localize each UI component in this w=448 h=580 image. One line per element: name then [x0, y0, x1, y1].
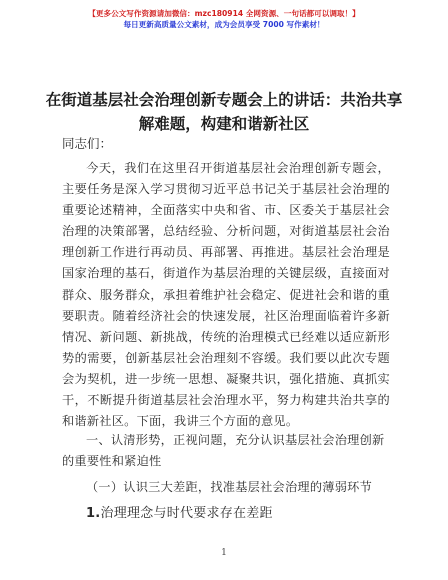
- body-paragraph-text: 今天，我们在这里召开街道基层社会治理创新专题会，主要任务是深入学习贯彻习近平总书记关于基层社会治理的重要论述精神，全面落实中央和省、市、区委关于基层社会治理的决策部署，总结经验、分析问题，对街道基层社会治理创新工作进行再动员、再部署、再推进。基层社会治理是国家治理的基石，街道作为基层治理的关键层级，直接面对群众、服务群众，承担着维护社会稳定、促进社会和谐的重要职责。随着经济社会的快速发展，社区治理面临着许多新情况、新问题、新挑战，传统的治理模式已经难以适应新形势的需要，创新基层社会治理刻不容缓。我们要以此次专题会为契机，进一步统一思想、凝聚共识，强化措施、真抓实干，不断提升街道基层社会治理水平，努力构建共治共享的和谐新社区。下面，我讲三个方面的意见。: [62, 161, 390, 429]
- section-heading-1: [62, 430, 390, 472]
- list-item-1: [86, 502, 273, 521]
- page-number: 1: [221, 548, 227, 558]
- promo-banner-line1: 【更多公文写作资源请加微信：mzc180914 全网资源、一句话都可以调取！】: [88, 9, 360, 18]
- list-item-1-number: 1.: [86, 506, 101, 521]
- section-heading-1-text: 一、认清形势，正视问题，充分认识基层社会治理创新的重要性和紧迫性: [62, 433, 385, 469]
- promo-banner: [0, 8, 448, 31]
- salutation: 同志们：: [62, 136, 113, 151]
- document-title: 在街道基层社会治理创新专题会上的讲话：共治共享解难题，构建和谐新社区: [45, 91, 403, 133]
- body-paragraph: [62, 158, 390, 432]
- subsection-heading-1: （一）认识三大差距，找准基层社会治理的薄弱环节: [86, 480, 373, 494]
- promo-banner-line2: 每日更新高质量公文素材，成为会员享受 7000 写作素材！: [123, 20, 325, 29]
- list-item-1-text: 治理理念与时代要求存在差距: [100, 506, 273, 521]
